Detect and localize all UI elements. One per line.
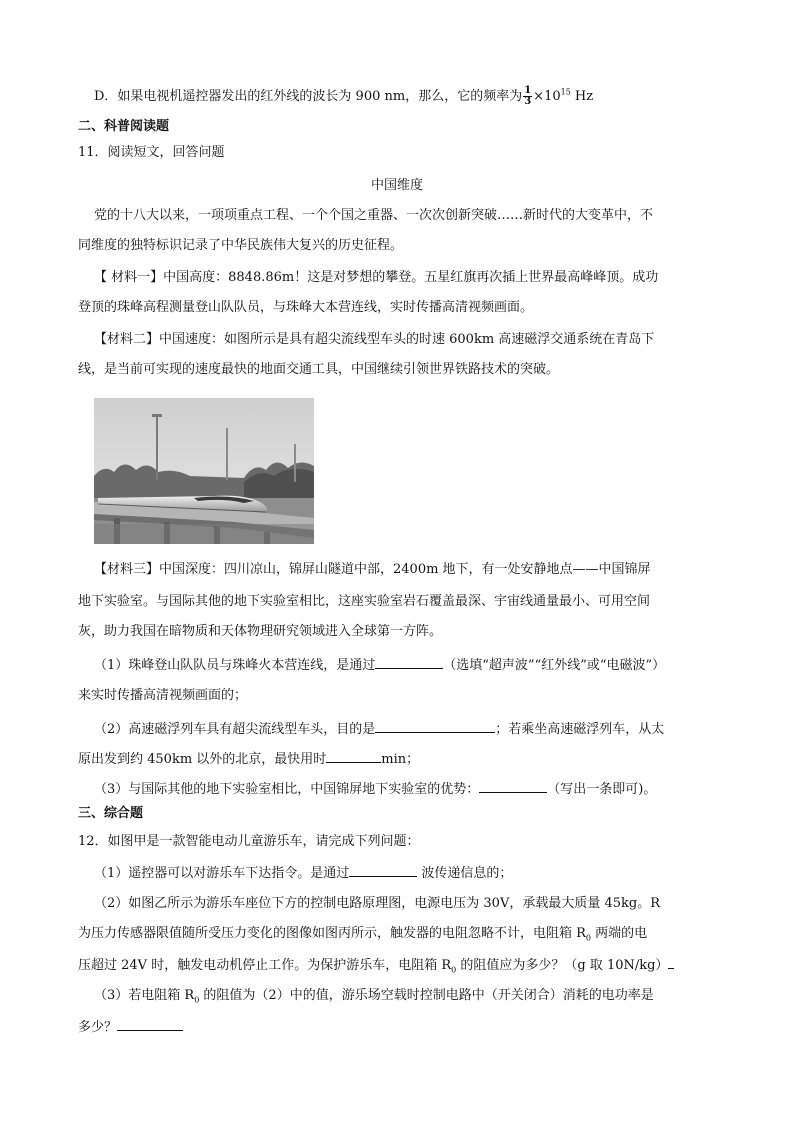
q12-part-2-text-a: 为压力传感器限值随所受压力变化的图像如图丙所示，触发器的电阻忽略不计，电阻箱 R — [78, 926, 586, 941]
fraction-denominator: 3 — [524, 96, 532, 107]
section-2-title: 二、科普阅读题 — [78, 119, 170, 134]
exponent: 15 — [560, 87, 571, 97]
q11-part-2-cont — [78, 748, 419, 770]
answer-blank[interactable] — [375, 718, 495, 733]
q11-part-2-text-c: 原出发到约 450km 以外的北京，最快用时 — [78, 752, 327, 767]
answer-blank[interactable] — [479, 778, 547, 793]
material-2-line-1: 【材料二】中国速度：如图所示是具有超尖流线型车头的时速 600km 高速磁浮交通系统在青岛下 — [94, 332, 655, 347]
q12-part-3-text-c: 多少？ — [78, 1020, 118, 1035]
q11-part-1-cont: 来实时传播高清视频画面的； — [78, 688, 248, 703]
subscript: 0 — [451, 965, 457, 975]
q12-part-2-text-b: 两端的电 — [591, 926, 648, 941]
q12-part-3-text-b: 的阻值为（2）中的值，游乐场空载时控制电路中（开关闭合）消耗的电功率是 — [199, 988, 654, 1003]
fraction — [523, 86, 532, 107]
maglev-train-photo — [94, 398, 314, 544]
q12-part-2-line-3 — [78, 954, 674, 976]
material-3-line-2: 地下实验室。与国际其他的地下实验室相比，这座实验室岩石覆盖最深、宇宙线通量最小、可用空间 — [78, 594, 651, 609]
q11-part-1-options: （选填“超声波”“红外线”或“电磁波”） — [443, 658, 666, 673]
q12-part-2-line-1: （2）如图乙所示为游乐车座位下方的控制电路原理图，电源电压为 30V，承载最大质量 45kg。R — [94, 896, 660, 911]
q12-part-3-line-2 — [78, 1016, 183, 1038]
section-3-title: 三、综合题 — [78, 806, 144, 821]
material-1-line-2: 登顶的珠峰高程测量登山队队员，与珠峰大本营连线，实时传播高清视频画面。 — [78, 300, 534, 315]
intro-line-2: 同维度的独特标识记录了中华民族伟大复兴的历史征程。 — [78, 238, 404, 253]
subscript: 0 — [194, 995, 200, 1005]
q12-stem: 12．如图甲是一款智能电动儿童游乐车，请完成下列问题： — [78, 834, 420, 849]
answer-blank[interactable] — [117, 1016, 183, 1031]
answer-blank[interactable] — [326, 748, 381, 763]
q12-part-2-text-d: 的阻值应为多少？（g 取 10N/kg） — [456, 958, 669, 973]
q12-part-1 — [94, 862, 512, 884]
q12-part-2-text-c: 压超过 24V 时，触发电动机停止工作。为保护游乐车，电阻箱 R — [78, 958, 452, 973]
unit: Hz — [570, 89, 594, 104]
q11-part-1 — [94, 654, 665, 676]
q11-part-2-text-b: ；若乘坐高速磁浮列车，从太 — [495, 722, 665, 737]
material-1-line-1: 【 材料一】中国高度：8848.86m！这是对梦想的攀登。五星红旗再次插上世界最高峰峰顶。成功 — [94, 270, 659, 285]
material-3-line-1: 【材料三】中国深度：四川凉山，锦屏山隧道中部，2400m 地下，有一处安静地点——中国锦屏 — [94, 562, 651, 577]
q11-stem: 11．阅读短文，回答问题 — [78, 145, 225, 160]
q12-part-1-text: （1）遥控器可以对游乐车下达指令。是通过 — [94, 866, 350, 881]
fraction-numerator: 1 — [524, 85, 532, 96]
q11-part-3-hint: （写出一条即可)。 — [547, 782, 657, 797]
option-d-text: D．如果电视机遥控器发出的红外线的波长为 900 nm，那么，它的频率为 — [94, 89, 523, 104]
multiplier: ×10 — [533, 89, 561, 104]
material-3-line-3: 灰，助力我国在暗物质和天体物理研究领域进入全球第一方阵。 — [78, 624, 443, 639]
option-d — [94, 86, 593, 107]
q11-part-3-text: （3）与国际其他的地下实验室相比，中国锦屏地下实验室的优势： — [94, 782, 480, 797]
q11-part-2 — [94, 718, 664, 740]
intro-line-1: 党的十八大以来，一项项重点工程、一个个国之重器、一次次创新突破……新时代的大变革中，不 — [94, 208, 654, 223]
q11-part-2-unit: min； — [381, 752, 420, 767]
answer-blank[interactable] — [349, 862, 417, 877]
answer-blank[interactable] — [375, 654, 443, 669]
article-title: 中国维度 — [370, 178, 423, 193]
subscript: 0 — [585, 933, 592, 943]
material-2-line-2: 线，是当前可实现的速度最快的地面交通工具，中国继续引领世界铁路技术的突破。 — [78, 362, 560, 377]
q12-part-1-text-b: 波传递信息的； — [421, 866, 513, 881]
q11-part-3 — [94, 778, 656, 800]
q11-part-2-text: （2）高速磁浮列车具有超尖流线型车头，目的是 — [94, 722, 376, 737]
q12-part-3-line-1 — [94, 986, 654, 1006]
q11-part-1-text: （1）珠峰登山队队员与珠峰火本营连线，是通过 — [94, 658, 376, 673]
answer-blank[interactable] — [668, 954, 674, 969]
q12-part-2-line-2 — [78, 924, 647, 944]
q12-part-3-text-a: （3）若电阻箱 R — [94, 988, 195, 1003]
